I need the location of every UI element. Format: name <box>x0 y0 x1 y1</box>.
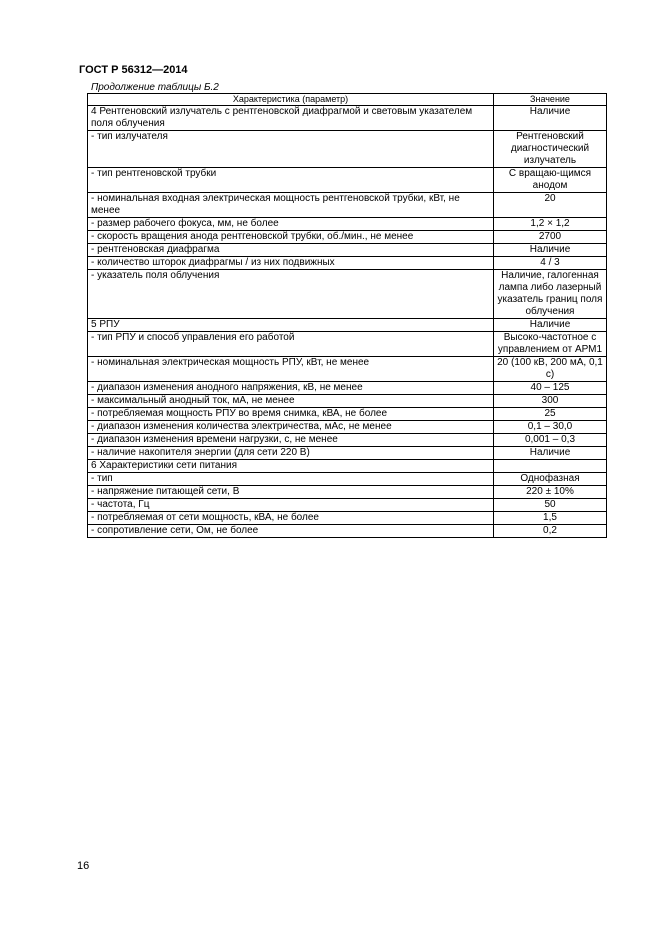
parameter-cell: - частота, Гц <box>88 499 494 512</box>
table-row <box>88 499 607 512</box>
value-cell: Рентгеновский диагностический излучатель <box>494 131 607 168</box>
table-row <box>88 319 607 332</box>
parameter-cell: - потребляемая мощность РПУ во время снимка, кВА, не более <box>88 408 494 421</box>
value-cell: 300 <box>494 395 607 408</box>
parameter-cell: - сопротивление сети, Ом, не более <box>88 525 494 538</box>
table-caption: Продолжение таблицы Б.2 <box>91 82 219 93</box>
table-row <box>88 332 607 357</box>
table-row <box>88 244 607 257</box>
table-row <box>88 512 607 525</box>
value-cell: 20 <box>494 193 607 218</box>
table-row <box>88 231 607 244</box>
table-row <box>88 218 607 231</box>
parameter-cell: - диапазон изменения времени нагрузки, с, не менее <box>88 434 494 447</box>
value-cell: Высоко-частотное с управлением от АРМ1 <box>494 332 607 357</box>
parameter-cell: - тип <box>88 473 494 486</box>
parameter-cell: - диапазон изменения количества электричества, мАс, не менее <box>88 421 494 434</box>
parameter-cell: 6 Характеристики сети питания <box>88 460 494 473</box>
table-row <box>88 486 607 499</box>
table-row <box>88 395 607 408</box>
value-cell: Наличие <box>494 106 607 131</box>
value-cell: Однофазная <box>494 473 607 486</box>
parameter-cell: - размер рабочего фокуса, мм, не более <box>88 218 494 231</box>
value-cell: 1,5 <box>494 512 607 525</box>
value-cell: С вращаю-щимся анодом <box>494 168 607 193</box>
table-header-row <box>88 94 607 106</box>
value-cell: 2700 <box>494 231 607 244</box>
table-row <box>88 382 607 395</box>
table-row <box>88 131 607 168</box>
table-row <box>88 270 607 319</box>
value-cell: 220 ± 10% <box>494 486 607 499</box>
table-row <box>88 421 607 434</box>
parameter-cell: - диапазон изменения анодного напряжения, кВ, не менее <box>88 382 494 395</box>
value-cell <box>494 460 607 473</box>
table-row <box>88 525 607 538</box>
value-cell: 0,1 – 30,0 <box>494 421 607 434</box>
parameter-cell: - напряжение питающей сети, В <box>88 486 494 499</box>
value-cell: 1,2 × 1,2 <box>494 218 607 231</box>
value-cell: 25 <box>494 408 607 421</box>
parameter-cell: - наличие накопителя энергии (для сети 220 В) <box>88 447 494 460</box>
value-cell: 40 – 125 <box>494 382 607 395</box>
table-row <box>88 168 607 193</box>
table-row <box>88 193 607 218</box>
parameter-cell: - тип излучателя <box>88 131 494 168</box>
table-row <box>88 357 607 382</box>
parameter-cell: - максимальный анодный ток, мА, не менее <box>88 395 494 408</box>
column-header-parameter: Характеристика (параметр) <box>88 94 494 106</box>
specification-table <box>87 93 607 538</box>
table-row <box>88 106 607 131</box>
value-cell: 50 <box>494 499 607 512</box>
column-header-value: Значение <box>494 94 607 106</box>
parameter-cell: - количество шторок диафрагмы / из них подвижных <box>88 257 494 270</box>
table-row <box>88 408 607 421</box>
standard-designation: ГОСТ Р 56312—2014 <box>79 64 188 76</box>
parameter-cell: - номинальная электрическая мощность РПУ, кВт, не менее <box>88 357 494 382</box>
value-cell: Наличие <box>494 447 607 460</box>
parameter-cell: - скорость вращения анода рентгеновской трубки, об./мин., не менее <box>88 231 494 244</box>
parameter-cell: - потребляемая от сети мощность, кВА, не более <box>88 512 494 525</box>
parameter-cell: - номинальная входная электрическая мощность рентгеновской трубки, кВт, не менее <box>88 193 494 218</box>
value-cell: 20 (100 кВ, 200 мА, 0,1 с) <box>494 357 607 382</box>
table-row <box>88 460 607 473</box>
parameter-cell: - тип рентгеновской трубки <box>88 168 494 193</box>
table-row <box>88 473 607 486</box>
parameter-cell: - указатель поля облучения <box>88 270 494 319</box>
table-row <box>88 434 607 447</box>
table-row <box>88 447 607 460</box>
value-cell: 4 / 3 <box>494 257 607 270</box>
value-cell: 0,2 <box>494 525 607 538</box>
parameter-cell: 5 РПУ <box>88 319 494 332</box>
parameter-cell: - рентгеновская диафрагма <box>88 244 494 257</box>
value-cell: Наличие, галогенная лампа либо лазерный указатель границ поля облучения <box>494 270 607 319</box>
value-cell: Наличие <box>494 244 607 257</box>
value-cell: 0,001 – 0,3 <box>494 434 607 447</box>
page-number: 16 <box>77 860 90 872</box>
table-row <box>88 257 607 270</box>
parameter-cell: 4 Рентгеновский излучатель с рентгеновской диафрагмой и световым указателем поля облучения <box>88 106 494 131</box>
value-cell: Наличие <box>494 319 607 332</box>
parameter-cell: - тип РПУ и способ управления его работой <box>88 332 494 357</box>
